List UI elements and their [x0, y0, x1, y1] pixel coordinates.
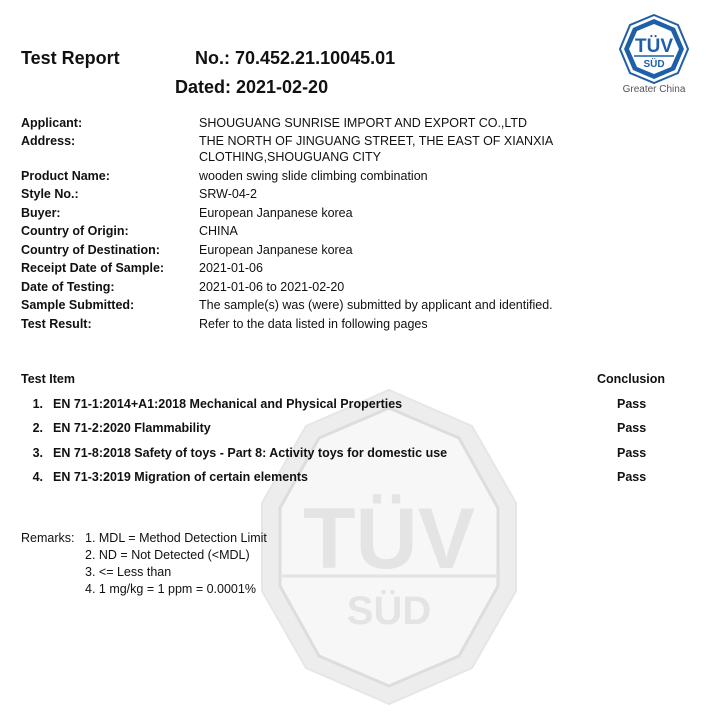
country-of-destination-label: Country of Destination: [21, 243, 160, 257]
report-number: No.: 70.452.21.10045.01 [195, 48, 396, 68]
test-item-number: 1. [32, 397, 43, 411]
test-item-number: 4. [32, 470, 43, 484]
test-item-name: EN 71-1:2014+A1:2018 Mechanical and Physical Properties [53, 397, 403, 411]
remarks-label: Remarks: [21, 531, 75, 545]
test-item-header: Test Item [21, 372, 75, 386]
receipt-date-value: 2021-01-06 [199, 261, 263, 275]
tuv-watermark [258, 386, 520, 708]
report-date: Dated: 2021-02-20 [175, 77, 329, 97]
report-title: Test Report [21, 48, 120, 68]
remark-item: 2. ND = Not Detected (<MDL) [85, 548, 250, 562]
address-label: Address: [21, 134, 76, 148]
test-item-result: Pass [617, 397, 647, 411]
logo-subtext: SÜD [643, 59, 665, 70]
sample-submitted-value: The sample(s) was (were) submitted by applicant and identified. [199, 298, 553, 312]
test-item-name: EN 71-3:2019 Migration of certain elements [53, 470, 308, 484]
country-of-origin-value: CHINA [199, 224, 238, 238]
remark-item: 4. 1 mg/kg = 1 ppm = 0.0001% [85, 582, 256, 596]
watermark-text: TÜV [303, 491, 475, 587]
remark-item: 1. MDL = Method Detection Limit [85, 531, 267, 545]
applicant-value: SHOUGUANG SUNRISE IMPORT AND EXPORT CO.,LTD [199, 116, 528, 130]
receipt-date-label: Receipt Date of Sample: [21, 261, 165, 275]
country-of-destination-value: European Janpanese korea [199, 243, 353, 257]
product-name-value: wooden swing slide climbing combination [199, 169, 428, 183]
date-of-testing-value: 2021-01-06 to 2021-02-20 [199, 280, 345, 294]
date-of-testing-label: Date of Testing: [21, 280, 115, 294]
style-no-value: SRW-04-2 [199, 187, 257, 201]
test-result-label: Test Result: [21, 317, 92, 331]
watermark-subtext: SÜD [346, 589, 432, 633]
conclusion-header: Conclusion [597, 372, 666, 386]
logo-caption: Greater China [622, 84, 686, 95]
test-result-value: Refer to the data listed in following pages [199, 317, 428, 331]
logo-text: TÜV [635, 36, 673, 57]
sample-submitted-label: Sample Submitted: [21, 298, 135, 312]
test-item-number: 3. [32, 446, 43, 460]
test-item-result: Pass [617, 421, 647, 435]
tuv-logo [619, 14, 689, 84]
address-value-line2: CLOTHING,SHOUGUANG CITY [199, 150, 381, 164]
buyer-label: Buyer: [21, 206, 61, 220]
style-no-label: Style No.: [21, 187, 79, 201]
test-item-result: Pass [617, 470, 647, 484]
buyer-value: European Janpanese korea [199, 206, 353, 220]
remark-item: 3. <= Less than [85, 565, 172, 579]
country-of-origin-label: Country of Origin: [21, 224, 129, 238]
address-value-line1: THE NORTH OF JINGUANG STREET, THE EAST OF XIANXIA [199, 134, 554, 148]
test-item-name: EN 71-2:2020 Flammability [53, 421, 211, 435]
test-item-name: EN 71-8:2018 Safety of toys - Part 8: Activity toys for domestic use [53, 446, 448, 460]
product-name-label: Product Name: [21, 169, 110, 183]
test-item-result: Pass [617, 446, 647, 460]
test-item-number: 2. [32, 421, 43, 435]
applicant-label: Applicant: [21, 116, 83, 130]
